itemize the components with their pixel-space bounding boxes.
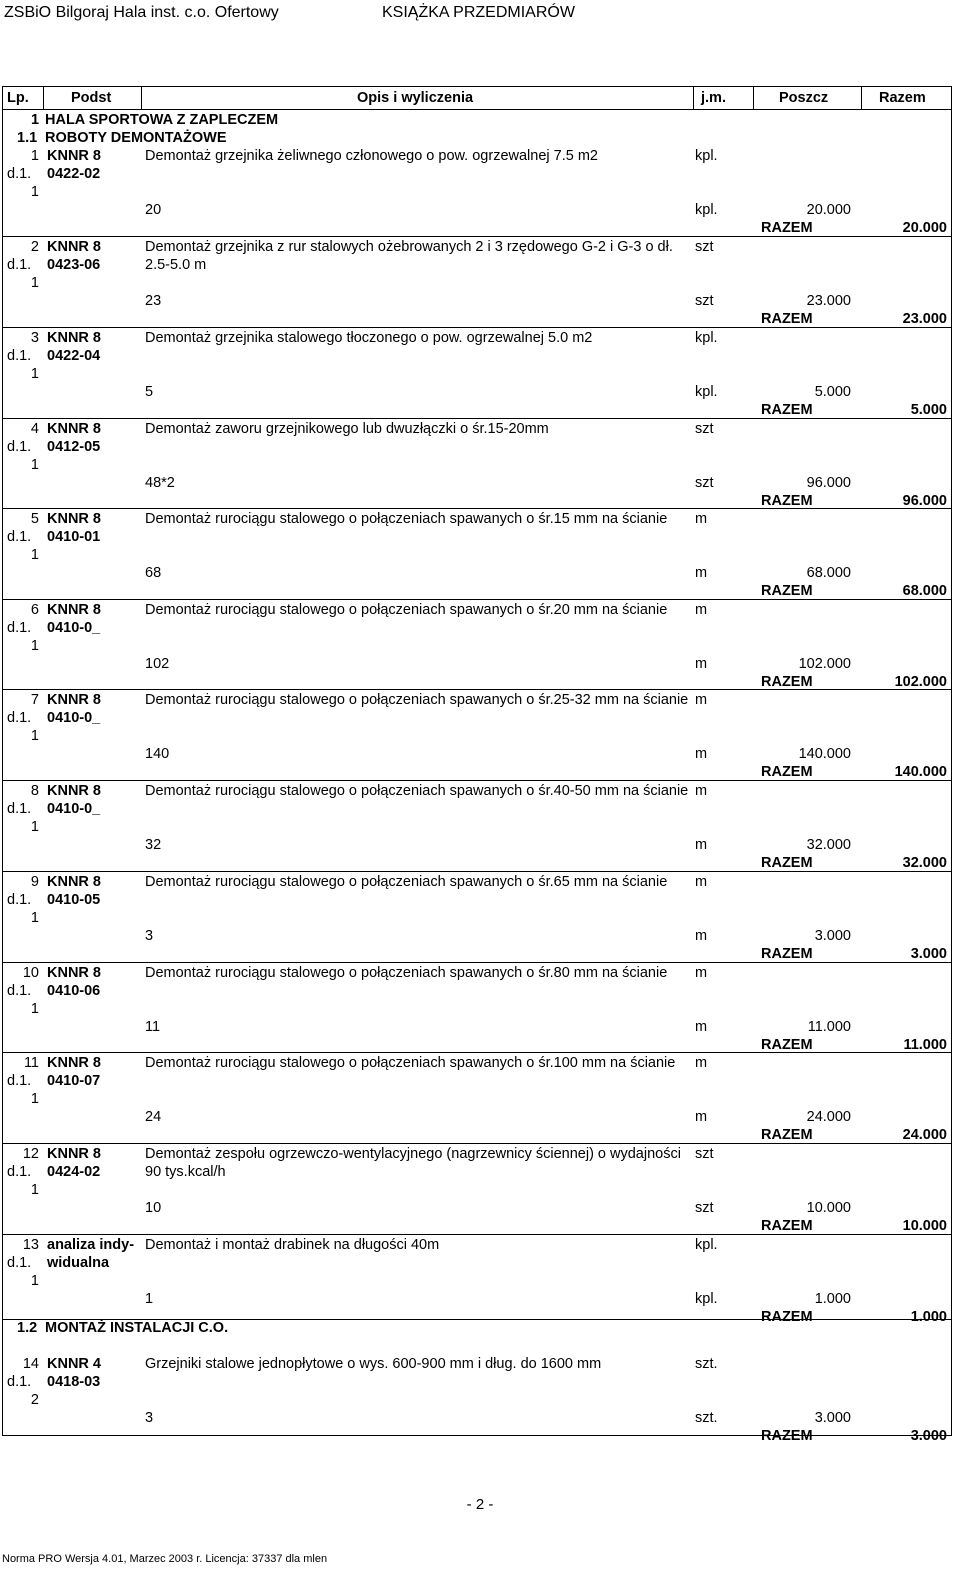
item-sub: d.1. xyxy=(7,1374,32,1390)
item-razem: 140.000 xyxy=(894,764,947,780)
item-sub-number: 1 xyxy=(30,1273,39,1289)
item-calc-unit: kpl. xyxy=(695,202,718,218)
item-poszcz: 32.000 xyxy=(806,837,851,853)
item-poszcz: 140.000 xyxy=(798,746,851,762)
item-unit: szt xyxy=(695,239,714,255)
item-unit: m xyxy=(695,783,708,799)
item-calc-unit: szt. xyxy=(695,1410,718,1426)
item-basis-code: 0423-06 xyxy=(47,257,101,273)
item-sub: d.1. xyxy=(7,166,32,182)
item-calculation: 140 xyxy=(145,746,170,762)
razem-label: RAZEM xyxy=(761,583,813,599)
item-description: Demontaż grzejnika stalowego tłoczonego o pow. ogrzewalnej 5.0 m2 xyxy=(145,330,593,346)
item-number: 13 xyxy=(22,1237,39,1253)
item-number: 2 xyxy=(30,239,39,255)
item-poszcz: 3.000 xyxy=(814,928,851,944)
item-sub: d.1. xyxy=(7,983,32,999)
item-sub: d.1. xyxy=(7,529,32,545)
item-description: Demontaż rurociągu stalowego o połączeniach spawanych o śr.100 mm na ścianie xyxy=(145,1055,676,1071)
item-poszcz: 68.000 xyxy=(806,565,851,581)
item-description: Demontaż grzejnika żeliwnego członowego o pow. ogrzewalnej 7.5 m2 xyxy=(145,148,598,164)
page-number: - 2 - xyxy=(466,1496,494,1513)
col-opis: Opis i wyliczenia xyxy=(357,90,474,106)
item-calculation: 11 xyxy=(145,1019,161,1035)
item-basis: KNNR 8 xyxy=(47,511,101,527)
item-sub: d.1. xyxy=(7,801,32,817)
item-sub: d.1. xyxy=(7,257,32,273)
item-basis: KNNR 8 xyxy=(47,330,101,346)
item-calculation: 10 xyxy=(145,1200,162,1216)
item-number: 8 xyxy=(30,783,39,799)
item-calc-unit: m xyxy=(695,837,708,853)
item-sub-number: 1 xyxy=(30,366,39,382)
item-number: 1 xyxy=(30,148,39,164)
item-calc-unit: kpl. xyxy=(695,1291,718,1307)
item-unit: m xyxy=(695,511,708,527)
item-calc-unit: szt xyxy=(695,1200,714,1216)
razem-label: RAZEM xyxy=(761,855,813,871)
item-basis-code: 0410-01 xyxy=(47,529,101,545)
item-razem: 10.000 xyxy=(902,1218,947,1234)
item-basis: KNNR 8 xyxy=(47,874,101,890)
item-unit: szt xyxy=(695,421,714,437)
item-poszcz: 20.000 xyxy=(806,202,851,218)
item-basis: KNNR 8 xyxy=(47,1055,101,1071)
item-sub-number: 1 xyxy=(30,728,39,744)
item-number: 14 xyxy=(22,1356,39,1372)
item-razem: 11.000 xyxy=(903,1037,947,1053)
item-sub: d.1. xyxy=(7,620,32,636)
razem-label: RAZEM xyxy=(761,402,813,418)
razem-label: RAZEM xyxy=(761,1037,813,1053)
item-sub-number: 1 xyxy=(30,1182,39,1198)
item-poszcz: 24.000 xyxy=(806,1109,851,1125)
item-basis-code: 0410-07 xyxy=(47,1073,101,1089)
item-calc-unit: szt xyxy=(695,475,714,491)
item-poszcz: 10.000 xyxy=(806,1200,851,1216)
item-razem: 3.000 xyxy=(910,946,947,962)
item-number: 7 xyxy=(30,692,39,708)
item-calculation: 48*2 xyxy=(145,475,175,491)
item-basis-code: 0418-03 xyxy=(47,1374,101,1390)
item-basis-code: 0424-02 xyxy=(47,1164,101,1180)
item-razem: 3.000 xyxy=(910,1428,947,1444)
item-razem: 20.000 xyxy=(902,220,947,236)
item-sub-number: 1 xyxy=(30,1001,39,1017)
estimate-table xyxy=(2,86,952,1444)
item-basis: KNNR 8 xyxy=(47,148,101,164)
item-description: Demontaż rurociągu stalowego o połączeniach spawanych o śr.40-50 mm na ścianie xyxy=(145,783,689,799)
item-sub-number: 2 xyxy=(30,1392,39,1408)
item-sub: d.1. xyxy=(7,1255,32,1271)
item-sub: d.1. xyxy=(7,439,32,455)
item-description: Demontaż grzejnika z rur stalowych ożebrowanych 2 i 3 rzędowego G-2 i G-3 o dł. 2.5-5.0 m xyxy=(145,239,673,273)
item-calc-unit: m xyxy=(695,1019,708,1035)
item-calculation: 102 xyxy=(145,656,170,672)
item-number: 4 xyxy=(30,421,39,437)
item-razem: 24.000 xyxy=(902,1127,947,1143)
item-unit: kpl. xyxy=(695,330,718,346)
col-podst: Podst xyxy=(71,90,112,106)
item-unit: m xyxy=(695,1055,708,1071)
item-basis-code: 0410-0_ xyxy=(47,710,101,726)
razem-label: RAZEM xyxy=(761,1428,813,1444)
item-sub-number: 1 xyxy=(30,910,39,926)
item-number: 10 xyxy=(22,965,39,981)
item-unit: szt xyxy=(695,1146,714,1162)
item-basis-code: 0410-06 xyxy=(47,983,101,999)
razem-label: RAZEM xyxy=(761,493,813,509)
item-basis-code: 0410-0_ xyxy=(47,620,101,636)
document-title: KSIĄŻKA PRZEDMIARÓW xyxy=(382,4,575,21)
company-title: ZSBiO Bilgoraj Hala inst. c.o. Ofertowy xyxy=(4,4,279,21)
item-basis: KNNR 8 xyxy=(47,421,101,437)
razem-label: RAZEM xyxy=(761,674,813,690)
item-poszcz: 23.000 xyxy=(806,293,851,309)
col-razem: Razem xyxy=(879,90,926,106)
item-sub: d.1. xyxy=(7,348,32,364)
item-razem: 1.000 xyxy=(910,1309,947,1325)
item-poszcz: 11.000 xyxy=(807,1019,851,1035)
section-1-2-num: 1.2 xyxy=(17,1320,38,1336)
item-sub: d.1. xyxy=(7,1073,32,1089)
item-razem: 5.000 xyxy=(910,402,947,418)
item-number: 9 xyxy=(30,874,39,890)
footer: Norma PRO Wersja 4.01, Marzec 2003 r. Licencja: 37337 dla mlen xyxy=(2,1553,328,1565)
item-number: 11 xyxy=(23,1055,39,1071)
razem-label: RAZEM xyxy=(761,946,813,962)
razem-label: RAZEM xyxy=(761,220,813,236)
item-description: Demontaż zespołu ogrzewczo-wentylacyjnego (nagrzewnicy ściennej) o wydajności 90 tys.kcal/h xyxy=(145,1146,681,1180)
item-unit: kpl. xyxy=(695,148,718,164)
item-poszcz: 1.000 xyxy=(814,1291,851,1307)
section-1-1-title: ROBOTY DEMONTAŻOWE xyxy=(45,130,227,146)
item-unit: kpl. xyxy=(695,1237,718,1253)
razem-label: RAZEM xyxy=(761,1309,813,1325)
item-basis-code: 0422-04 xyxy=(47,348,101,364)
item-calculation: 24 xyxy=(145,1109,162,1125)
item-basis-code: 0410-05 xyxy=(47,892,101,908)
item-sub-number: 1 xyxy=(30,547,39,563)
item-calc-unit: m xyxy=(695,928,708,944)
item-unit: szt. xyxy=(695,1356,718,1372)
item-description: Demontaż rurociągu stalowego o połączeniach spawanych o śr.65 mm na ścianie xyxy=(145,874,668,890)
section-1-1-num: 1.1 xyxy=(17,130,38,146)
item-razem: 32.000 xyxy=(902,855,947,871)
item-sub-number: 1 xyxy=(30,638,39,654)
item-unit: m xyxy=(695,874,708,890)
item-poszcz: 3.000 xyxy=(814,1410,851,1426)
razem-label: RAZEM xyxy=(761,1218,813,1234)
item-basis: KNNR 8 xyxy=(47,602,101,618)
section-1-num: 1 xyxy=(31,112,40,128)
item-number: 6 xyxy=(30,602,39,618)
col-lp: Lp. xyxy=(7,90,29,106)
item-calculation: 3 xyxy=(145,1410,154,1426)
item-description: Demontaż rurociągu stalowego o połączeniach spawanych o śr.20 mm na ścianie xyxy=(145,602,668,618)
item-calculation: 68 xyxy=(145,565,162,581)
item-sub-number: 1 xyxy=(30,457,39,473)
item-description: Grzejniki stalowe jednopłytowe o wys. 600-900 mm i dług. do 1600 mm xyxy=(145,1356,602,1372)
item-basis: KNNR 8 xyxy=(47,1146,101,1162)
item-razem: 23.000 xyxy=(902,311,947,327)
item-basis: KNNR 8 xyxy=(47,783,101,799)
item-poszcz: 5.000 xyxy=(814,384,851,400)
item-razem: 96.000 xyxy=(902,493,947,509)
item-calculation: 23 xyxy=(145,293,162,309)
item-basis: KNNR 4 xyxy=(47,1356,101,1372)
razem-label: RAZEM xyxy=(761,764,813,780)
item-basis: KNNR 8 xyxy=(47,239,101,255)
item-calculation: 3 xyxy=(145,928,154,944)
item-number: 3 xyxy=(30,330,39,346)
item-poszcz: 102.000 xyxy=(798,656,851,672)
razem-label: RAZEM xyxy=(761,311,813,327)
item-basis: KNNR 8 xyxy=(47,965,101,981)
item-calculation: 1 xyxy=(145,1291,154,1307)
item-sub-number: 1 xyxy=(30,1091,39,1107)
item-calculation: 20 xyxy=(145,202,162,218)
page-header xyxy=(4,4,575,22)
item-basis-code: 0422-02 xyxy=(47,166,101,182)
item-basis: KNNR 8 xyxy=(47,692,101,708)
item-calc-unit: kpl. xyxy=(695,384,718,400)
item-calc-unit: m xyxy=(695,746,708,762)
item-unit: m xyxy=(695,965,708,981)
item-calc-unit: szt xyxy=(695,293,714,309)
item-razem: 68.000 xyxy=(902,583,947,599)
item-basis: analiza indy- xyxy=(47,1237,135,1253)
section-1-2-title: MONTAŻ INSTALACJI C.O. xyxy=(45,1320,229,1336)
col-poszcz: Poszcz xyxy=(779,90,829,106)
item-basis-code: 0412-05 xyxy=(47,439,101,455)
item-unit: m xyxy=(695,692,708,708)
item-description: Demontaż i montaż drabinek na długości 40m xyxy=(145,1237,440,1253)
col-jm: j.m. xyxy=(701,90,726,106)
item-calc-unit: m xyxy=(695,656,708,672)
item-description: Demontaż zaworu grzejnikowego lub dwuzłączki o śr.15-20mm xyxy=(145,421,549,437)
item-description: Demontaż rurociągu stalowego o połączeniach spawanych o śr.80 mm na ścianie xyxy=(145,965,668,981)
item-sub-number: 1 xyxy=(30,819,39,835)
item-sub: d.1. xyxy=(7,892,32,908)
item-calc-unit: m xyxy=(695,565,708,581)
item-description: Demontaż rurociągu stalowego o połączeniach spawanych o śr.15 mm na ścianie xyxy=(145,511,668,527)
item-number: 5 xyxy=(30,511,39,527)
item-calculation: 5 xyxy=(145,384,154,400)
item-sub-number: 1 xyxy=(30,275,39,291)
item-basis-code: 0410-0_ xyxy=(47,801,101,817)
item-unit: m xyxy=(695,602,708,618)
item-sub: d.1. xyxy=(7,710,32,726)
item-calc-unit: m xyxy=(695,1109,708,1125)
item-poszcz: 96.000 xyxy=(806,475,851,491)
item-calculation: 32 xyxy=(145,837,162,853)
item-razem: 102.000 xyxy=(894,674,947,690)
item-basis-code: widualna xyxy=(47,1255,110,1271)
item-description: Demontaż rurociągu stalowego o połączeniach spawanych o śr.25-32 mm na ścianie xyxy=(145,692,689,708)
section-1-title: HALA SPORTOWA Z ZAPLECZEM xyxy=(45,112,279,128)
item-number: 12 xyxy=(22,1146,39,1162)
item-sub-number: 1 xyxy=(30,184,39,200)
item-sub: d.1. xyxy=(7,1164,32,1180)
razem-label: RAZEM xyxy=(761,1127,813,1143)
table-header xyxy=(3,87,951,110)
